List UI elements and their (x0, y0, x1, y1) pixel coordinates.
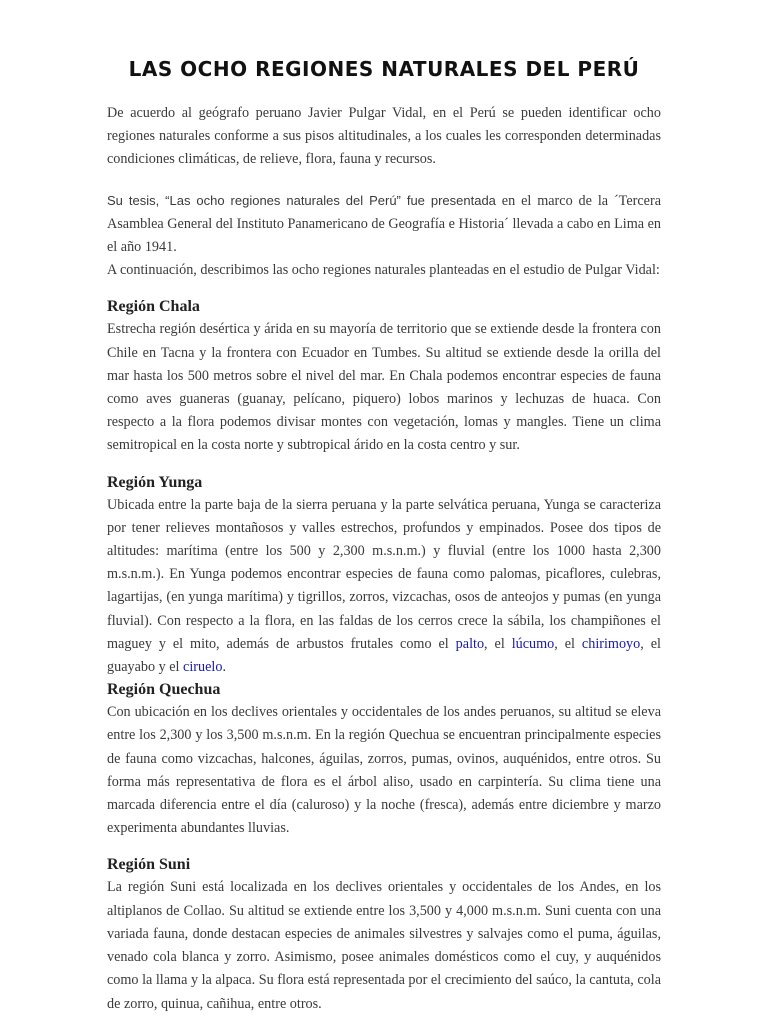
section-text-yunga (107, 494, 661, 680)
document-title: LAS OCHO REGIONES NATURALES DEL PERÚ (128, 57, 640, 81)
link-ciruelo[interactable]: ciruelo (183, 659, 223, 676)
intro-paragraph-2 (107, 189, 661, 260)
yunga-body-text: Ubicada entre la parte baja de la sierra peruana y la parte selvática peruana, Yunga se caracteriza por tener relieves montañosos y valles estrechos, profundos y empinados. Posee dos tipos de altitudes: marítima (entre los 500 y 2,300 m.s.n.m.) y fluvial (entre los 1000 hasta 2,300 m.s.n.m.). En Yunga podemos encontrar especies de fauna como palomas, picaflores, culebras, lagartijas, (en yunga marítima) y tigrillos, zorros, vizcachas, osos de anteojos y pumas (en yunga fluvial). Con respecto a la flora, en las faldas de los cerros crece la sábila, los champiñones el maguey y el mito, además de arbustos frutales como el (107, 496, 661, 652)
section-text-quechua: Con ubicación en los declives orientales y occidentales de los andes peruanos, su altitud se eleva entre los 2,300 y los 3,500 m.s.n.m. En la región Quechua se encuentran principalmente especies de fauna como vizcachas, halcones, águilas, zorros, pumas, ovinos, auquénidos, entre otros. Su forma más representativa de flora es el árbol aliso, usado en carpintería. Su clima tiene una marcada diferencia entre el día (caluroso) y la noche (fresca), además entre diciembre y marzo experimenta abundantes lluvias. (107, 704, 661, 837)
section-heading-yunga: Región Yunga (107, 473, 203, 491)
intro-paragraph-3: A continuación, describimos las ocho regiones naturales planteadas en el estudio de Pulgar Vidal: (107, 262, 660, 279)
paragraph-gap (107, 172, 661, 189)
section-suni (107, 854, 661, 1015)
section-chala (107, 296, 661, 457)
thesis-title-text: Su tesis, “Las ocho regiones naturales del Perú” fue presentada (107, 192, 496, 208)
link-palto[interactable]: palto (455, 635, 485, 652)
intro-paragraph-1: De acuerdo al geógrafo peruano Javier Pulgar Vidal, en el Perú se pueden identificar ocho regiones naturales conforme a sus pisos altitudinales, a los cuales les corresponden determinadas condiciones climáticas, de relieve, flora, fauna y recursos. (107, 105, 661, 168)
end-punctuation: . (222, 659, 226, 676)
thesis-context-text: en el marco de la ´Tercera Asamblea General del Instituto Panamericano de Geografía e Historia´ llevada a cabo en Lima en el año 1941. (107, 192, 661, 256)
section-text-chala: Estrecha región desértica y árida en su mayoría de territorio que se extiende desde la frontera con Chile en Tacna y la frontera con Ecuador en Tumbes. Su altitud se extiende desde la orilla del mar hasta los 500 metros sobre el nivel del mar. En Chala podemos encontrar especies de fauna como aves guaneras (guanay, pelícano, piquero) lobos marinos y lechuzas de huaca. Con respecto a la flora podemos divisar montes con vegetación, lomas y mangles. Tiene un clima semitropical en la costa norte y subtropical árido en la costa centro y sur. (107, 321, 661, 454)
link-chirimoyo[interactable]: chirimoyo (581, 635, 641, 652)
section-heading-quechua: Región Quechua (107, 681, 221, 699)
separator-text: , el guayabo y el (107, 635, 661, 676)
section-quechua (107, 679, 661, 840)
section-heading-chala: Región Chala (107, 298, 200, 316)
separator-text: , el (484, 635, 512, 652)
section-heading-suni: Región Suni (107, 856, 191, 874)
section-yunga (107, 472, 661, 680)
separator-text: , el (554, 635, 582, 652)
link-lucumo[interactable]: lúcumo (511, 635, 555, 652)
section-text-suni: La región Suni está localizada en los declives orientales y occidentales de los Andes, en los altiplanos de Collao. Su altitud se extiende entre los 3,500 y 4,000 m.s.n.m. Suni cuenta con una variada fauna, donde destacan especies de animales silvestres y salvajes como el puma, águilas, venado cola blanca y zorro. Asimismo, posee animales domésticos como el cuy, y auquénidos como la llama y la alpaca. Su flora está representada por el crecimiento del saúco, la cantuta, cola de zorro, quinua, cañihua, entre otros. (107, 879, 661, 1012)
